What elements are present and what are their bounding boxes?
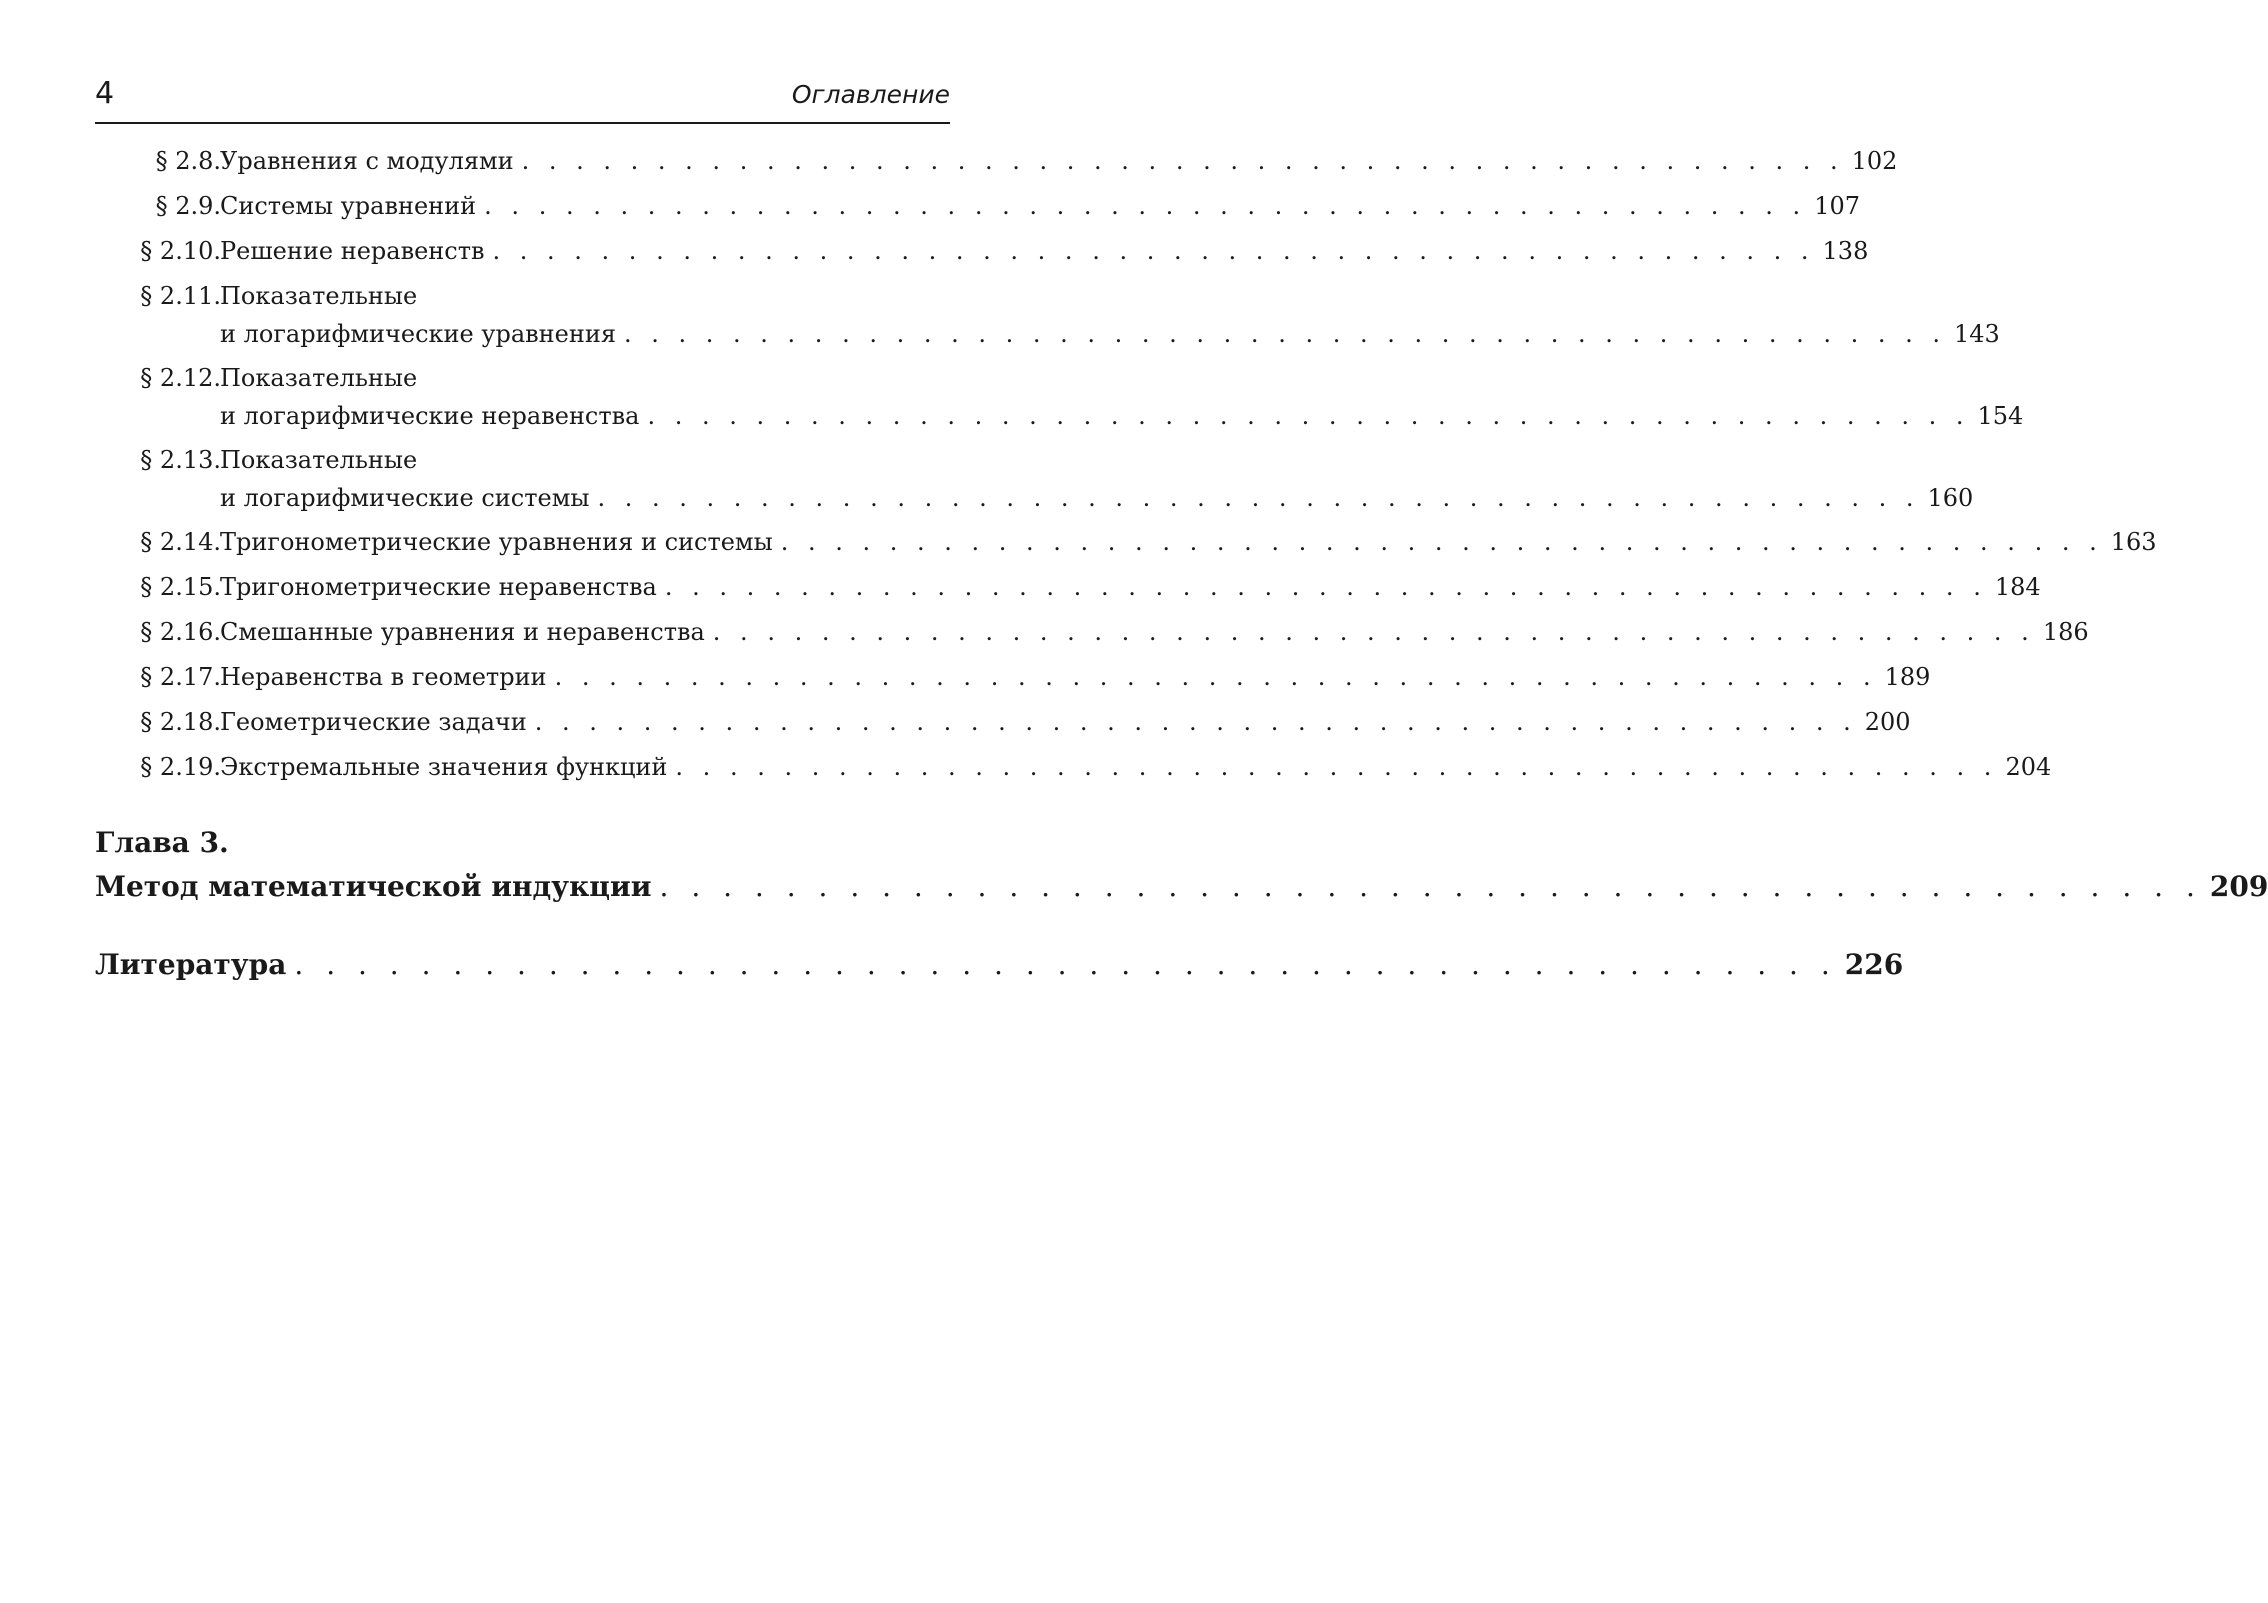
section-title: Геометрические задачи — [220, 708, 527, 736]
section-number: § 2.15. — [140, 573, 221, 601]
section-number: § 2.13. — [140, 446, 221, 474]
section-page: 107 — [1814, 192, 1860, 220]
section-page: 102 — [1851, 147, 1898, 175]
section-page: 189 — [1884, 663, 1931, 691]
section-title: Системы уравнений — [220, 192, 477, 220]
dot-leader: . . . . . . . . . . . . . . . . . . . . . . . . . . . . . . . . . . . . . . . . . . . . . . . . . — [712, 618, 2035, 646]
section-number: § 2.17. — [140, 663, 221, 691]
section-title: Тригонометрические уравнения и системы — [220, 528, 773, 556]
section-title: Решение неравенств — [220, 237, 485, 265]
dot-leader: . . . . . . . . . . . . . . . . . . . . . . . . . . . . . . . . . . . . . . . . . . . . . . . . . — [492, 237, 1815, 265]
section-page: 200 — [1864, 708, 1911, 736]
section-page: 143 — [1954, 320, 2000, 348]
literature-title: Литература — [95, 948, 287, 981]
section-number: § 2.9. — [155, 192, 221, 220]
section-title: Экстремальные значения функций — [220, 753, 668, 781]
dot-leader: . . . . . . . . . . . . . . . . . . . . . . . . . . . . . . . . . . . . . . . . . . . . . . . . . — [664, 573, 1987, 601]
literature-page: 226 — [1844, 948, 1904, 981]
section-title-line-1: Показательные — [220, 446, 418, 474]
section-number: § 2.8. — [155, 147, 221, 175]
section-title: Неравенства в геометрии — [220, 663, 547, 691]
section-page: 154 — [1977, 402, 2024, 430]
dot-leader: . . . . . . . . . . . . . . . . . . . . . . . . . . . . . . . . . . . . . . . . . . . . . . . . . — [675, 753, 1998, 781]
section-number: § 2.12. — [140, 364, 221, 392]
chapter-label: Глава 3. — [95, 826, 229, 859]
section-title: Смешанные уравнения и неравенства — [220, 618, 705, 646]
chapter-title: Метод математической индукции — [95, 870, 652, 903]
section-page: 204 — [2005, 753, 2052, 781]
section-number: § 2.10. — [140, 237, 221, 265]
section-page: 163 — [2110, 528, 2157, 556]
section-title-line-2: и логарифмические системы — [220, 484, 590, 512]
section-number: § 2.14. — [140, 528, 221, 556]
dot-leader: . . . . . . . . . . . . . . . . . . . . . . . . . . . . . . . . . . . . . . . . . . . . . . . . . — [294, 948, 1837, 981]
section-page: 138 — [1822, 237, 1869, 265]
dot-leader: . . . . . . . . . . . . . . . . . . . . . . . . . . . . . . . . . . . . . . . . . . . . . . . . . — [534, 708, 1857, 736]
section-page: 184 — [1994, 573, 2041, 601]
dot-leader: . . . . . . . . . . . . . . . . . . . . . . . . . . . . . . . . . . . . . . . . . . . . . . . . . — [597, 484, 1920, 512]
section-number: § 2.16. — [140, 618, 221, 646]
dot-leader: . . . . . . . . . . . . . . . . . . . . . . . . . . . . . . . . . . . . . . . . . . . . . . . . . — [659, 870, 2202, 903]
toc-literature[interactable] — [95, 944, 1904, 988]
running-title: Оглавление — [791, 80, 950, 109]
section-title-line-1: Показательные — [220, 282, 418, 310]
dot-leader: . . . . . . . . . . . . . . . . . . . . . . . . . . . . . . . . . . . . . . . . . . . . . . . . . — [780, 528, 2103, 556]
dot-leader: . . . . . . . . . . . . . . . . . . . . . . . . . . . . . . . . . . . . . . . . . . . . . . . . . — [554, 663, 1877, 691]
dot-leader: . . . . . . . . . . . . . . . . . . . . . . . . . . . . . . . . . . . . . . . . . . . . . . . . . — [624, 320, 1947, 348]
chapter-page: 209 — [2209, 870, 2268, 903]
dot-leader: . . . . . . . . . . . . . . . . . . . . . . . . . . . . . . . . . . . . . . . . . . . . . . . . . — [484, 192, 1807, 220]
section-title-line-2: и логарифмические уравнения — [220, 320, 616, 348]
section-title: Тригонометрические неравенства — [220, 573, 657, 601]
dot-leader: . . . . . . . . . . . . . . . . . . . . . . . . . . . . . . . . . . . . . . . . . . . . . . . . . — [521, 147, 1844, 175]
toc-chapter-3[interactable] — [95, 822, 2268, 910]
section-number: § 2.19. — [140, 753, 221, 781]
section-page: 160 — [1927, 484, 1974, 512]
page-number: 4 — [95, 76, 115, 111]
section-number: § 2.11. — [140, 282, 221, 310]
section-number: § 2.18. — [140, 708, 221, 736]
section-title: Уравнения с модулями — [220, 147, 514, 175]
page-header — [95, 76, 950, 124]
section-title-line-2: и логарифмические неравенства — [220, 402, 640, 430]
section-title-line-1: Показательные — [220, 364, 418, 392]
dot-leader: . . . . . . . . . . . . . . . . . . . . . . . . . . . . . . . . . . . . . . . . . . . . . . . . . — [647, 402, 1970, 430]
section-page: 186 — [2042, 618, 2089, 646]
